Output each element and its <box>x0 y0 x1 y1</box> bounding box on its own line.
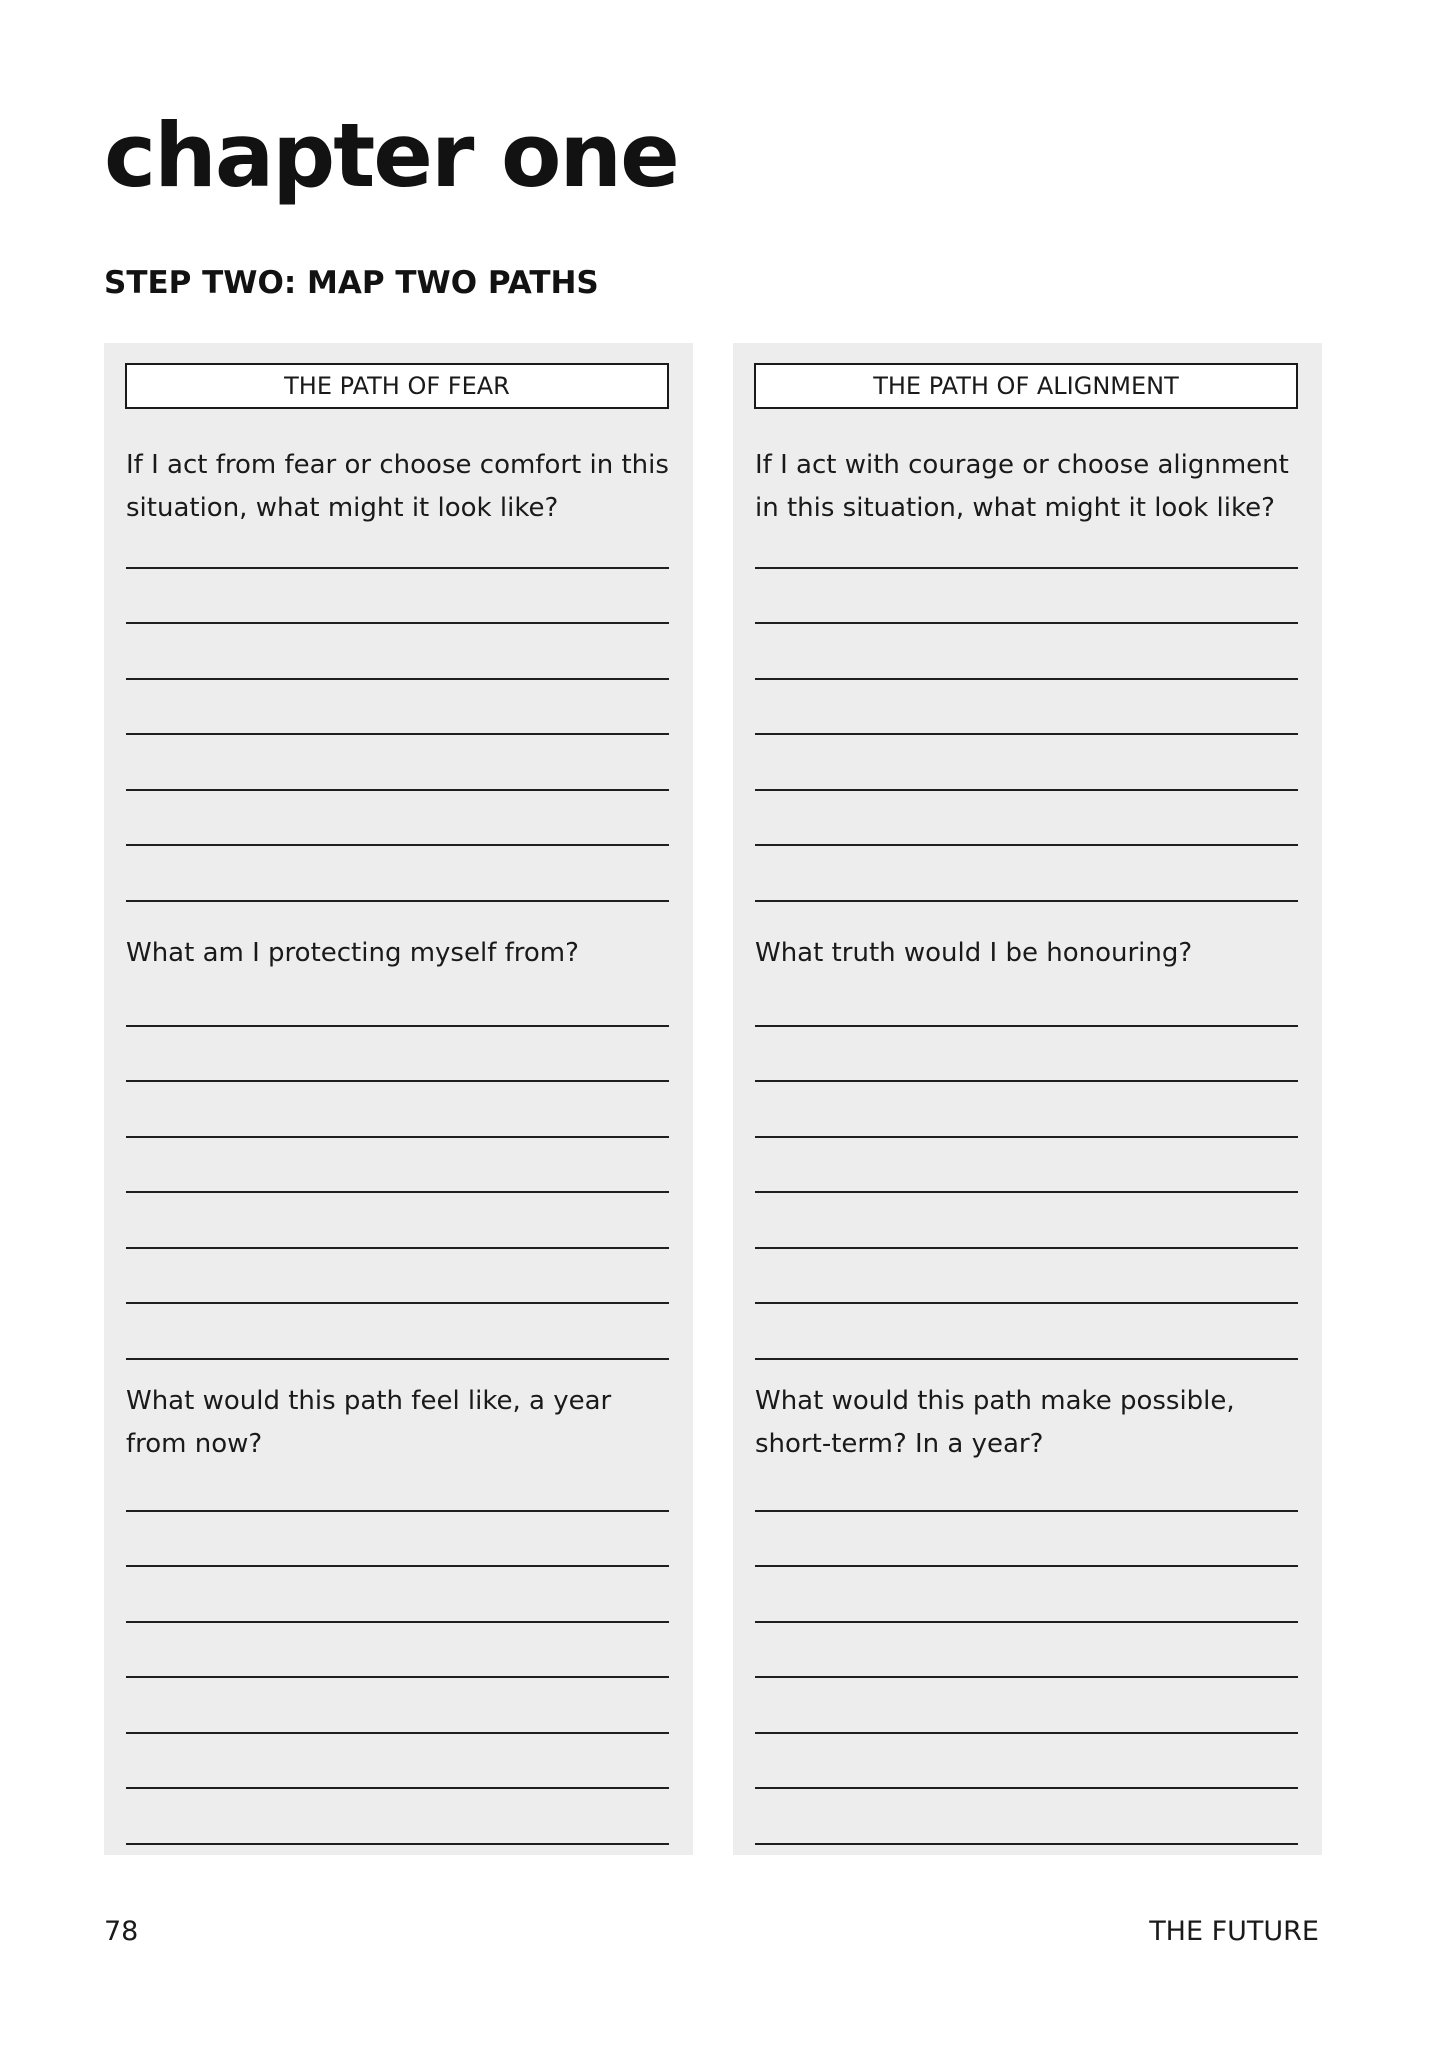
answer-line[interactable] <box>126 1623 669 1679</box>
answer-line[interactable] <box>126 1304 669 1360</box>
answer-lines <box>755 513 1298 902</box>
chapter-title: chapter one <box>104 104 678 207</box>
question-prompt: If I act from fear or choose comfort in this situation, what might it look like? <box>126 450 669 523</box>
answer-line[interactable] <box>126 791 669 847</box>
column-heading: THE PATH OF ALIGNMENT <box>754 363 1298 409</box>
answer-line[interactable] <box>126 624 669 680</box>
answer-line[interactable] <box>755 1734 1298 1790</box>
answer-line[interactable] <box>126 1678 669 1734</box>
answer-line[interactable] <box>755 1138 1298 1194</box>
answer-line[interactable] <box>126 1082 669 1138</box>
answer-line[interactable] <box>126 680 669 736</box>
answer-line[interactable] <box>126 513 669 569</box>
answer-lines <box>126 1456 669 1845</box>
answer-line[interactable] <box>755 513 1298 569</box>
question-prompt: What am I protecting myself from? <box>126 938 579 968</box>
answer-line[interactable] <box>755 1027 1298 1083</box>
question-prompt: If I act with courage or choose alignment in this situation, what might it look like? <box>755 450 1289 523</box>
answer-line[interactable] <box>755 1678 1298 1734</box>
answer-line[interactable] <box>126 1456 669 1512</box>
answer-line[interactable] <box>126 1193 669 1249</box>
step-title: STEP TWO: MAP TWO PATHS <box>104 265 599 301</box>
answer-line[interactable] <box>126 735 669 791</box>
answer-line[interactable] <box>755 624 1298 680</box>
answer-lines <box>126 513 669 902</box>
answer-line[interactable] <box>755 1789 1298 1845</box>
answer-line[interactable] <box>755 1623 1298 1679</box>
answer-line[interactable] <box>126 1789 669 1845</box>
answer-line[interactable] <box>126 846 669 902</box>
answer-line[interactable] <box>755 1082 1298 1138</box>
answer-line[interactable] <box>755 971 1298 1027</box>
answer-line[interactable] <box>126 1027 669 1083</box>
answer-line[interactable] <box>755 1512 1298 1568</box>
answer-line[interactable] <box>755 1193 1298 1249</box>
answer-line[interactable] <box>755 569 1298 625</box>
question-prompt: What would this path feel like, a year from now? <box>126 1386 612 1459</box>
answer-line[interactable] <box>126 1567 669 1623</box>
answer-lines <box>755 971 1298 1360</box>
page-number: 78 <box>104 1916 139 1947</box>
answer-lines <box>126 971 669 1360</box>
answer-line[interactable] <box>126 1138 669 1194</box>
answer-line[interactable] <box>755 1456 1298 1512</box>
answer-line[interactable] <box>755 1249 1298 1305</box>
answer-line[interactable] <box>126 971 669 1027</box>
column-path-of-alignment <box>733 343 1322 1855</box>
answer-line[interactable] <box>755 1567 1298 1623</box>
answer-line[interactable] <box>755 680 1298 736</box>
answer-line[interactable] <box>126 1734 669 1790</box>
question-prompt: What truth would I be honouring? <box>755 938 1193 968</box>
answer-lines <box>755 1456 1298 1845</box>
answer-line[interactable] <box>126 1249 669 1305</box>
answer-line[interactable] <box>126 569 669 625</box>
section-name: THE FUTURE <box>1149 1916 1319 1947</box>
answer-line[interactable] <box>755 1304 1298 1360</box>
column-heading: THE PATH OF FEAR <box>125 363 669 409</box>
column-path-of-fear <box>104 343 693 1855</box>
answer-line[interactable] <box>755 846 1298 902</box>
answer-line[interactable] <box>126 1512 669 1568</box>
answer-line[interactable] <box>755 735 1298 791</box>
answer-line[interactable] <box>755 791 1298 847</box>
question-prompt: What would this path make possible, short-term? In a year? <box>755 1386 1235 1459</box>
